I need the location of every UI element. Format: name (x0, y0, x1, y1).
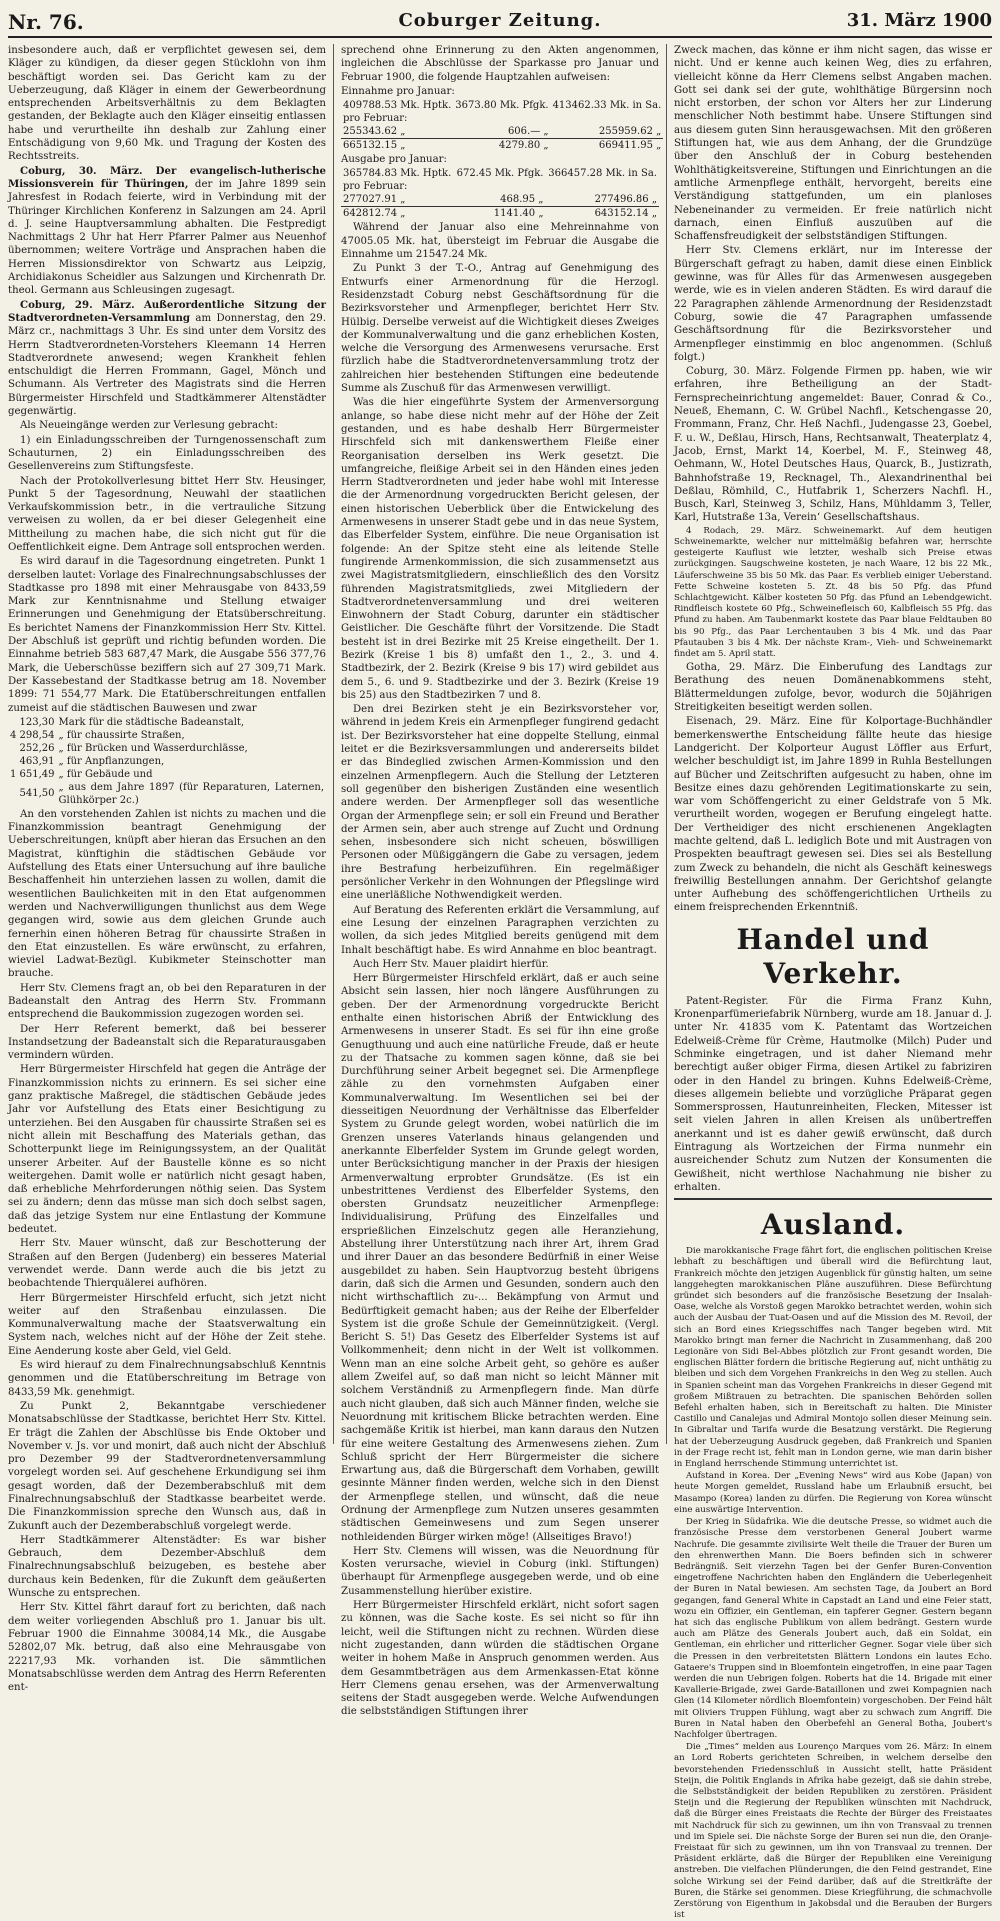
table-row (341, 207, 659, 221)
article-paragraph: Herr Stadtkämmerer Altenstädter: Es war bisher Gebrauch, dem Dezember-Abschluß dem Finalrechnungsabschluß beizugeben, es bestehe aber durchaus kein Bedenken, für die Zukunft dem geäußerten Wunsche zu entsprechen. (8, 1534, 326, 1600)
market-report: 4 Rodach, 29. März. Schweinemarkt. Auf dem heutigen Schweinemarkte, welcher nur mittelmäßig befahren war, herrschte gesteigerte Kauflust wie letzter, weshalb sich Preise etwas zurückgingen. Saugschweine kosteten, je nach Waare, 12 bis 22 Mk., Läuferschweine 35 bis 50 Mk. das Paar. Es verblieb einiger Ueberstand. Fette Schweine kosteten 5. Zt. 48 bis 50 Pfg. das Pfund Schlachtgewicht. Kälber kosteten 50 Pfg. das Pfund an Lebendgewicht. Rindfleisch kostete 60 Pfg., Schweinefleisch 60, Kalbfleisch 55 Pfg. das Pfund zu haben. Am Taubenmarkt kostete das Paar blaue Feldtauben 80 bis 90 Pfg., das Paar Lerchentauben 3 bis 4 Mk. und das Paar Pfautauben 3 bis 4 Mk. Der nächste Kram-, Vieh- und Schweinemarkt findet am 5. April statt. (674, 525, 992, 659)
article-paragraph: Herr Stv. Clemens erklärt, nur im Interesse der Bürgerschaft gefragt zu haben, damit diese einen Einblick gewinne, was für Alles für das Armenwesen ausgegeben werde, wie es in vielen anderen Städten. Es wird darauf die 22 Paragraphen zählende Armenordnung der Residenzstadt Coburg, sowie die 47 Paragraphen umfassende Geschäftsordnung für die Bezirksvorsteher und Armenpfleger einstimmig en bloc angenommen. (Schluß folgt.) (674, 245, 992, 363)
article-paragraph: Aufstand in Korea. Der „Evening News“ wird aus Kobe (Japan) von heute Morgen gemeldet, Russland habe um Erlaubniß ersucht, bei Masampo (Korea) landen zu dürfen. Die Regierung von Korea wünscht eine auswärtige Intervention. (674, 1471, 992, 1515)
budget-table (8, 716, 326, 807)
table-cell: 643152.14 „ (546, 207, 660, 221)
table-row (341, 167, 659, 180)
table-row (8, 768, 326, 781)
table-cell: 669411.95 „ (551, 139, 664, 153)
table-cell: 413462.33 Mk. in Sa. (552, 100, 662, 112)
table-cell: „ für Anpflanzungen, (58, 755, 165, 767)
article-text: am Donnerstag, den 29. März cr., nachmittags 3 Uhr. Es sind unter dem Vorsitz des Herrn Stadtverordneten-Vorstehers Kleemann 14 Herren Stadtverordnete anwesend; wegen Krankheit fehlen entschuldigt die Herren Frommann, Gagel, Mönch und Schumann. Als Vertreter des Magistrats sind die Herren Bürgermeister Hirschfeld und Stadtkämmerer Altenstädter gegenwärtig. (8, 312, 326, 418)
table-caption: Einnahme pro Januar: (341, 85, 455, 97)
masthead (8, 6, 992, 38)
article-paragraph: Der Krieg in Südafrika. Wie die deutsche Presse, so widmet auch die französische Presse dem verstorbenen General Joubert warme Nachrufe. Die gesammte zivilisirte Welt theile die Trauer der Buren um den ehrenwerthen Mann. Die Boers befinden sich in schwerer Bedrängniß. Seit vierzehn Tagen bei der Genfer Buren-Convention eingetroffene Nachrichten haben den Engländern die Ueberlegenheit der Buren in Natal bewiesen. Am sechsten Tage, da Joubert an Bord gegangen, fand General White in Capstadt an Land und eine Feier statt, wozu ein Offizier, ein Gentleman, ein tapferer Gegner. Gestern begann hat sich das englische Publikum von allem bedrängt. Gestern wurde auch am Plätze des Generals Joubert auch, daß ein Soldat, ein Gentleman, ein ehrlicher und ritterlicher Gegner. Sogar viele über sich die Pressen in den verbreitetsten Blättern Londons ein lautes Echo. Gataere's Truppen sind in Bloemfontein eingetroffen, in eine paar Tagen werden die nun Uebrigen folgen. Roberts hat die 14. Brigade mit einer Kavallerie-Brigade, zwei Garde-Bataillonen und zwei Kompagnien nach Glen (14 Kilometer nördlich Bloemfontein) vorgeschoben. Der Feind hält mit Oliviers Truppen Fühlung, wagt aber zu schwach zum Angriff. Die Buren in Natal haben den Oberbefehl an General Botha, Joubert's Nachfolger übertragen. (674, 1517, 992, 1740)
table-cell: „ aus dem Jahre 1897 (für Reparaturen, Laternen, Glühkörper 2c.) (58, 781, 324, 806)
article-paragraph: An den vorstehenden Zahlen ist nichts zu machen und die Finanzkommission beantragt Genehmigung der Ueberschreitungen, knüpft aber hieran das Ersuchen an den Magistrat, künftighin die städtischen Gebäude vor Aufstellung des Etats einer Untersuchung auf ihre bauliche Beschaffenheit hin unterziehen lassen zu wollen, damit die wesentlichen Baulichkeiten mit in den Etat aufgenommen werden und Nachverwilligungen thunlichst aus dem Wege gegangen wird, sowie aus dem gleichen Grunde auch fernerhin einen höheren Betrag für chaussirte Straßen in den Etat einzustellen. Es wäre erwünscht, zu erfahren, wieviel Ladwat-Bezügl. Kubikmeter Steinschotter man brauche. (8, 808, 326, 980)
table-cell: 277027.91 „ (343, 194, 406, 206)
table-cell: 1141.40 „ (454, 207, 545, 221)
issue-date: 31. März 1900 (846, 10, 992, 31)
article-paragraph: Zu Punkt 2, Bekanntgabe verschiedener Monatsabschlüsse der Stadtkasse, berichtet Herr Stv. Kittel. Er trägt die Zahlen der Abschlüsse bis Ende Oktober und November v. Js. vor und monirt, daß auch nicht der Abschluß pro Dezember 99 der Stadtverordnetenversammlung vorgelegt worden sei. Auf geschehene Erkundigung sei ihm gesagt worden, daß der Dezemberabschluß mit dem Finalrechnungsabschluß der Stadtkasse bearbeitet werde. Die Finanzkommission spreche den Wunsch aus, daß in Zukunft auch der Dezemberabschluß vorgelegt werde. (8, 1400, 326, 1532)
table-cell: 642812.74 „ (341, 207, 454, 221)
article-paragraph: Was die hier eingeführte System der Armenversorgung anlange, so habe diese nicht mehr auf der Höhe der Zeit gestanden, und es habe deshalb Herr Bürgermeister Hirschfeld sich mit dankenswerthem Fleiße einer Reorganisation derselben ins Werk gesetzt. Die umfangreiche, fleißige Arbeit sei in den Händen eines jeden Herrn Stadtverordneten und jeder habe wohl mit Interesse die der Armenordnung vorgedruckten Bericht gelesen, der einen historischen Ueberblick über die Entwickelung des Armenwesens in unserer Stadt gebe und in das neue System, das Elberfelder System, einführe. Die neue Organisation ist folgende: An der Spitze steht eine als leitende Stelle fungirende Armenkommission, die sich zusammensetzt aus zwei Magistratsmitgliedern, einschließlich des den Vorsitz führenden Magistratsmitglieds, zwei Mitgliedern der Stadtverordnetenversammlung und drei weiteren Einwohnern der Stadt Coburg, darunter ein städtischer Geistlicher. Die Geschäfte führt der Vorsitzende. Die Stadt besteht ist in drei Bezirke mit 25 Kreise eingetheilt. Der 1. Bezirk (Kreise 1 bis 8) umfaßt den 1., 2., 3. und 4. Stadtbezirk, der 2. Bezirk (Kreise 9 bis 17) wird gebildet aus dem 5., 6. und 9. Stadtbezirke und der 3. Bezirk (Kreise 19 bis 25) aus den Stadtbezirken 7 und 8. (341, 397, 659, 701)
article-paragraph: Herr Bürgermeister Hirschfeld erfucht, sich jetzt nicht weiter auf den Straßenbau einzulassen. Die Kommunalverwaltung mache der Staatsverwaltung ein System nach, welches nicht auf der Höhe der Zeit stehe. Eine Aenderung koste aber Geld, viel Geld. (8, 1292, 326, 1357)
article-paragraph: Die marokkanische Frage fährt fort, die englischen politischen Kreise lebhaft zu beschäftigen und überall wird die Befürchtung laut, Frankreich möchte den jetzigen Augenblick für günstig halten, um seine langgehegten marokkanischen Pläne auszuführen. Diese Befürchtung gründet sich besonders auf die französische Besetzung der Insalah-Oase, welche als Vorstoß gegen Marokko betrachtet werden, wohin sich auch der Ausbau der Tuat-Oasen und auf die Mission des M. Revoil, der sich an Bord eines Kriegsschiffes nach Tanger begeben wird. Mit Marokko bringt man ferner die Nachricht in Zusammenhang, daß 200 Legionäre von Sidi Bel-Abbes plötzlich zur Front gesandt worden, Die englischen Blätter fordern die britische Regierung auf, nicht unthätig zu bleiben und sich dem Vorgehen Frankreichs in den Weg zu stellen. Auch in Spanien scheint man das Vorgehen Frankreichs in dieser Gegend mit großem Mißtrauen zu betrachten. Die spanischen Behörden sollen Befehl erhalten haben, sich in Bereitschaft zu halten. Die Minister Castillo und Canalejas und Admiral Montojo sollen dieser Meinung sein. In Gibraltar und Tarifa wurde die Besatzung verstärkt. Die Regierung hat der Ueberzeugung Ausdruck gegeben, daß Frankreich und Spanien in der Frage recht ist, fehlt man in London gerne, wie man darin bisher in England herrschende Stimmung unterrichtet ist. (674, 1246, 992, 1470)
table-cell: 1 651,49 (10, 768, 55, 780)
dateline: Coburg, 30. März. (20, 164, 143, 177)
section-heading-trade: Handel und Verkehr. (736, 922, 930, 990)
table-cell: 409788.53 Mk. Hptk. (343, 100, 452, 112)
table-row (8, 729, 326, 742)
table-cell: 665132.15 „ (341, 139, 453, 153)
article-paragraph: Es wird hierauf zu dem Finalrechnungsabschluß Kenntnis genommen und die Etatüberschreitung im Betrage von 8433,59 Mk. genehmigt. (8, 1360, 326, 1398)
article-paragraph: Herr Bürgermeister Hirschfeld erklärt, nicht sofort sagen zu können, was die Sache koste. Es sei nicht so für ihn leicht, weil die Stiftungen nicht zu rechnen. Würden diese nicht zugestanden, dann würden die städtischen Organe weiter in hohem Maße in Anspruch genommen werden. Aus dem Gesammtbeträgen aus dem Armenkassen-Etat könne Herr Clemens genau ersehen, was der Armenverwaltung seitens der Stadt ausgegeben werde. Welche Aufwendungen die selbstständigen Stiftungen ihrer (341, 1600, 659, 1718)
table-cell: pro Februar: (343, 181, 408, 193)
article-paragraph (8, 299, 326, 419)
table-cell: 3673.80 Mk. Pfgk. (455, 100, 549, 112)
article-paragraph: Nach der Protokollverlesung bittet Herr Stv. Heusinger, Punkt 5 der Tagesordnung, Neuwahl der staatlichen Verkaufskommission betr., in die vertrauliche Sitzung verweisen zu wollen, da er bei dieser Gelegenheit eine Mittheilung zu machen habe, die sich nicht gut für die Oeffentlichkeit eigne. Dem Antrage soll entsprochen werden. (8, 475, 326, 553)
article-paragraph: Auf Beratung des Referenten erklärt die Versammlung, auf eine Lesung der einzelnen Paragraphen verzichten zu wollen, da sich jedes Mitglied bereits genügend mit dem Inhalt beschäftigt habe. Es wird Annahme en bloc beantragt. (341, 904, 659, 956)
table-cell: 366457.28 Mk. in Sa. (548, 168, 657, 180)
savings-income-table (341, 99, 663, 152)
article-paragraph: Herr Stv. Kittel fährt darauf fort zu berichten, daß nach dem weiter vorliegenden Abschluß pro 1. Januar bis ult. Februar 1900 die Einnahme 30084,14 Mk., die Ausgabe 52802,07 Mk. betrug, daß also eine Mehrausgabe von 22217,93 Mk. vorhanden ist. Die sämmtlichen Monatsabschlüsse werden dem Antrag des Herrn Referenten ent- (8, 1602, 326, 1694)
article-paragraph: Der Herr Referent bemerkt, daß bei besserer Instandsetzung der Badeanstalt sich die Reparaturausgaben vermindern würden. (8, 1023, 326, 1062)
dateline: Coburg, 29. März. (20, 298, 135, 311)
article-paragraph: Den drei Bezirken steht je ein Bezirksvorsteher vor, während in jedem Kreis ein Armenpfleger fungirend gedacht ist. Der Bezirksvorsteher hat eine doppelte Stellung, einmal leitet er die Bezirksversammlungen und andererseits bildet er das Bindeglied zwischen Armen-Kommission und den einzelnen Armenpflegern. Auch die Stellung der Letzteren soll gegenüber den bisherigen Zuständen eine wesentlich andere werden. Der Armenpfleger soll das wesentliche Organ der Armenpflege sein; er soll ein Freund und Berather der Armen sein, aber auch strenge auf Zucht und Ordnung sehen, insbesondere sich nicht scheuen, böswilligen Personen oder Müßiggängern die Gabe zu versagen, jedem ihre Bestrafung herbeizuführen. Ein regelmäßiger persönlicher Verkehr in den Wohnungen der Pflegslinge wird eine unerläßliche Nothwendigkeit werden. (341, 704, 659, 902)
table-cell: 672.45 Mk. Pfgk. (456, 168, 544, 180)
article-paragraph: Coburg, 30. März. Folgende Firmen pp. haben, wie wir erfahren, ihre Betheiligung an der Stadt-Fernsprecheinrichtung angemeldet: Bauer, Conrad & Co., Neueß, Ehemann, C. W. Grübel Nachfl., Ketschengasse 20, Frommann, Franz, Chr. Heß Nachfl., Judengasse 23, Goebel, F. u. W., Deßlau, Hirsch, Hans, Rechtsanwalt, Theaterplatz 4, Jacob, Ernst, Markt 14, Koerbel, M. F., Steinweg 48, Oehmann, W., Hotel Deutsches Haus, Quarck, B., Justizrath, Bahnhofstraße 19, Recknagel, Th., Alexandrinenthal bei Deßlau, Römhild, C., Hutfabrik 1, Scherzers Nachfl. H., Busch, Karl, Steinweg 3, Schilz, Hans, Mühldamm 3, Teller, Karl, Hutstraße 13a, Verein‘ Gesellschaftshaus. (674, 366, 992, 524)
table-row (341, 99, 663, 112)
article-paragraph: insbesondere auch, daß er verpflichtet gewesen sei, dem Kläger zu kündigen, da dieser gegen Stücklohn von ihm beschäftigt worden sei. Das Gericht kam zu der Ueberzeugung, daß Kläger in einem der Gewerbeordnung entsprechenden Arbeitsverhältnis zu dem Beklagten gestanden, der Beklagte auch den Kläger einseitig entlassen habe und verurtheilte ihn deshalb zur Zahlung einer Entschädigung von 9,60 Mk. und Tragung der Kosten des Rechtsstreits. (8, 45, 326, 163)
table-cell: 277496.86 „ (594, 194, 657, 206)
article-paragraph: Gotha, 29. März. Die Einberufung des Landtags zur Berathung des neuen Domänenabkommens steht, Blättermeldungen zufolge, bevor, wodurch die 50jährigen Streitigkeiten beseitigt werden sollen. (674, 662, 992, 714)
article-heading: Der evangelisch-lutherische Missionsverein für Thüringen, (8, 164, 326, 190)
article-paragraph: Herr Stv. Mauer wünscht, daß zur Beschotterung der Straßen auf den Bergen (Judenberg) ein besseres Material verwendet werde. Dann werde auch die bis jetzt zu beobachtende Thierquälerei aufhören. (8, 1238, 326, 1290)
article-heading: Außerordentliche Sitzung der Stadtverordneten-Versammlung (8, 298, 326, 324)
table-row (8, 781, 326, 807)
article-paragraph: Patent-Register. Für die Firma Franz Kuhn, Kronenparfümeriefabrik Nürnberg, wurde am 18. Januar d. J. unter Nr. 41835 vom K. Patentamt das Wortzeichen Edelweiß-Crème für Crème, Hautmolke (Milch) Puder und Schminke eingetragen, und ist daher Niemand mehr berechtigt außer obiger Firma, diesen Artikel zu fabriziren oder in den Handel zu bringen. Kuhns Edelweiß-Crème, dieses allgemein beliebte und vorzügliche Präparat gegen Sommersprossen, Hautunreinheiten, Flecken, Mitesser ist seit vielen Jahren in allen Kreisen als unübertreffen anerkannt und ist es daher gewiß erwünscht, daß durch Eintragung als Wortzeichen der Firma nunmehr ein ausreichender Schutz zum Nutzen der Konsumenten die Gewißheit, nicht werthlose Nachahmung nie bisher zu erhalten. (674, 995, 992, 1193)
table-cell: 123,30 (19, 716, 55, 728)
table-cell: 541,50 (19, 788, 55, 800)
article-paragraph: Eisenach, 29. März. Eine für Kolportage-Buchhändler bemerkenswerthe Entscheidung fällte heute das hiesige Landgericht. Der Kolporteur August Löffler aus Erfurt, welcher beschuldigt ist, im Jahre 1899 in Ruhla Bestellungen auf Bücher und Zeitschriften aufgesucht zu haben, ohne im Besitze eines dazu gehörenden Legitimationskarte zu sein, war vom Schöffengericht zu einer Geldstrafe von 5 Mk. verurtheilt worden, wogegen er Berufung eingelegt hatte. Der Vertheidiger des nicht erschienenen Angeklagten machte geltend, daß L. lediglich Bote und mit Austragen von Prospekten beauftragt gewesen sei. Dies sei als Bestellung zum Zweck zu behandeln, die nicht als Geschäft keineswegs freiwillig Bestellungen annahm. Der Gerichtshof gelangte unter Aufhebung des schöffengerichtlichen Urtheils zu einem freisprechenden Erkenntniß. (674, 716, 992, 914)
newspaper-title: Coburger Zeitung. (398, 10, 602, 31)
article-text: der im Jahre 1899 sein Jahresfest in Rodach feierte, wird in Verbindung mit der Thüringer Kirchlichen Konferenz in Salzungen am 24. April d. J. seine Hauptversammlung abhalten. Die Festpredigt Nachmittags 2 Uhr hat Herr Pfarrer Palmer aus Neuenhof übernommen; weitere Vorträge und Ansprachen haben die Herren Missionsdirektor von Schwartz aus Leipzig, Archidiakonus Scheidler aus Salzungen und Kirchenrath Dr. theol. Germann aus Schleusingen zugesagt. (8, 178, 326, 297)
article-paragraph (8, 165, 326, 298)
article-paragraph: sprechend ohne Erinnerung zu den Akten angenommen, ingleichen die Abschlüsse der Sparkasse pro Januar und Februar 1900, die folgende Hauptzahlen aufweisen: (341, 45, 659, 83)
article-paragraph: Herr Stv. Clemens will wissen, was die Neuordnung für Kosten verursache, wieviel in Coburg (inkl. Stiftungen) überhaupt für Armenpflege ausgegeben werde, und ob eine Zusammenstellung hierüber existire. (341, 1545, 659, 1597)
column-3 (674, 44, 992, 1921)
table-cell: 4279.80 „ (453, 139, 550, 153)
article-paragraph: Herr Stv. Clemens fragt an, ob bei den Reparaturen in der Badeanstalt den Antrag des Herrn Stv. Frommann entsprechend die Baukommission zugezogen worden sei. (8, 982, 326, 1021)
section-divider (674, 1198, 992, 1200)
table-cell: Mark für die städtische Badeanstalt, (58, 716, 245, 728)
article-paragraph: Zu Punkt 3 der T.-O., Antrag auf Genehmigung des Entwurfs einer Armenordnung für die Herzogl. Residenzstadt Coburg nebst Geschäftsordnung für die Bezirksvorsteher und Armenpfleger, berichtet Herr Stv. Hülbig. Derselbe verweist auf die Wichtigkeit dieses Zweiges der Kommunalverwaltung und die ganz erheblichen Kosten, welche die Versorgung des Armenwesens verursache. Erst fürzlich habe die Stadtverordnetenversammlung trotz der zahlreichen hier bestehenden Stiftungen eine bedeutende Summe als Zuschuß für das Armenwesen verwilligt. (341, 263, 659, 395)
table-cell: „ für Brücken und Wasserdurchlässe, (58, 742, 248, 754)
table-row (8, 755, 326, 768)
table-cell: 468.95 „ (500, 194, 544, 206)
table-row (341, 139, 663, 153)
table-cell: „ für chaussirte Straßen, (58, 729, 185, 741)
table-row (8, 742, 326, 755)
table-cell: 255959.62 „ (598, 126, 662, 138)
article-paragraph: Während der Januar also eine Mehreinnahme von 47005.05 Mk. hat, übersteigt im Februar die Ausgabe die Einnahme um 21547.24 Mk. (341, 222, 659, 261)
section-heading-abroad: Ausland. (760, 1208, 906, 1242)
article-paragraph: Auch Herr Stv. Mauer plaidirt hierfür. (353, 958, 549, 970)
table-cell: 4 298,54 (10, 729, 55, 741)
table-caption: Ausgabe pro Januar: (341, 154, 447, 166)
article-paragraph: Die „Times“ melden aus Lourenço Marques vom 26. März: In einem an Lord Roberts gerichteten Schreiben, in welchem derselbe den bevorstehenden Friedensschluß in Aussicht stellt, hatte Präsident Steijn, die Politik Englands in Afrika habe gezeigt, daß sie dahin strebe, die Selbstständigkeit der beiden Republiken zu zerstören. Präsident Steijn und die Regierung der Republiken wünschten mit Nachdruck, daß die Bürger eines Freistaats die Rechte der Bürger des Freistaates mit Nachdruck für sich zu gewinnen, um ihn von Transvaal zu trennen und im Spiele sei. Die nächste Sorge der Buren sei nun die, den Oranje-Freistaat für sich zu gewinnen, um ihn von Transvaal zu trennen. Der Präsident erklärte, daß die Bürger der Republiken eine Vereinigung anstreben. Die vielfachen Plünderungen, die den Feind gestrandet, Eine solche Wirkung sei der Feind darüber, daß auf die Streitkräfte der Buren, die Stärke sei genommen. Diese Kriegführung, die schmachvolle Zerstörung von Eigenthum in Jakobsdal und die Berauben der Burgers ist (674, 1742, 992, 1921)
table-cell: 255343.62 „ (343, 126, 406, 138)
table-row (341, 112, 663, 125)
column-1 (8, 44, 326, 1694)
table-row (341, 180, 659, 193)
table-cell: 606.— „ (507, 126, 549, 138)
table-row (8, 716, 326, 729)
column-divider (333, 44, 334, 1444)
article-paragraph: Als Neueingänge werden zur Verlesung gebracht: (20, 420, 278, 432)
table-cell: „ für Gebäude und (58, 768, 153, 780)
table-cell: pro Februar: (343, 113, 408, 125)
savings-expense-table (341, 167, 659, 220)
issue-number: Nr. 76. (8, 10, 84, 34)
column-2 (341, 44, 662, 1718)
article-paragraph: Es wird darauf in die Tagesordnung eingetreten. Punkt 1 derselben lautet: Vorlage des Finalrechnungsabschlusses der Stadtkasse pro 1898 mit einer Mehrausgabe von 8433,59 Mark zur Kenntnisnahme und Stellung etwaiger Erinnerungen und Genehmigung der Etatsüberschreitung. Es berichtet Namens der Finanzkommission Herr Stv. Kittel. Der Abschluß ist geprüft und richtig befunden worden. Die Einnahme betrieb 583 687,47 Mark, die Ausgabe 556 377,76 Mark, die Ueberschüsse beziffern sich auf 27 309,71 Mark. Der Kassebestand der Stadtkasse betrug am 18. November 1899: 71 554,77 Mark. Die Etatüberschreitungen entfallen zumeist auf die städtischen Bauwesen und zwar (8, 556, 326, 714)
article-paragraph: Zweck machen, das könne er ihm nicht sagen, das wisse er nicht. Und er kenne auch keinen Weg, dies zu erfahren, vielleicht könne da Herr Clemens selbst Angaben machen. Gott sei dank sei der gute, wohlthätige Bürgersinn noch nicht erstorben, der schon vor Alters her zur Linderung menschlicher Noth bestimmt habe. Unsere Stiftungen sind aus diesem guten Sinn herausgewachsen. Mit den größeren Stiftungen hat, wie aus dem Anhang, der die Grundzüge über den Anschluß der in Coburg bestehenden Wohlthätigkeitsvereine, Stiftungen und Einrichtungen an die amtliche Armenpflege enthält, hervorgeht, bereits eine Verständigung stattgefunden, um ein planloses Nebeneinander zu vermeiden. Er freie natürlich nicht darnach, einen Einfluß auszuüben auf die Schaffensfreudigkeit der selbstständigen Stiftungen. (674, 45, 992, 243)
article-paragraph: Herr Bürgermeister Hirschfeld erklärt, daß er auch seine Absicht sein lassen, hier noch längere Ausführungen zu geben. Der der Armenordnung vorgedruckte Bericht enthalte einen historischen Abriß der Entwicklung des Armenwesens in unserer Stadt. Es sei für ihn eine große Genugthuung und auch eine natürliche Freude, daß er heute zu der Thatsache zu kommen sagen könne, daß sie bei Durchführung seiner Arbeit begegnet sei. Die Armenpflege zähle zu den vornehmsten Aufgaben einer Kommunalverwaltung. Im Wesentlichen sei bei der diesseitigen Neuordnung der Verhältnisse das Elberfelder System zu Grunde gelegt worden, wobei natürlich die im Grenzen unseres Vaterlands hinaus gelangenden und anerkannte Elberfelder System im Grunde gelegt worden, unter Berücksichtigung mancher in der Praxis der hiesigen Armenverwaltung erprobter Grundsätze. (Es ist ein unbestrittenes Verdienst des Elberfelder Systems, den obersten Grundsatz neuzeitlicher Armenpflege: Individualisirung, Prüfung des Einzelfalles und ersprießlichen Einzelschutz gegen alle Heranziehung, Abstellung ihrer Unterstützung nach ihrer Art, ihrem Grad und ihrer Dauer an das besondere Bedürfniß in einer Weise ausgebildet zu haben. Sein Hauptvorzug besteht übrigens darin, daß sich die Armen und Gesunden, sondern auch den nicht wirthschaftlich zu-... Bekämpfung von Armut und Bedürftigkeit gemacht haben; aus der Reihe der Elberfelder System ist die große Schule der Gemeinnützigkeit. (Vergl. Bericht S. 5!) Das Gesetz des Elberfelder Systems ist auf Vollkommenheit; denn nicht in der Welt ist vollkommen. Wenn man an eine solche Arbeit geht, so gehöre es außer allem Zweifel auf, so daß man nicht so leicht Männer mit solchem Verständniß zu Armenpflegern finde. Man dürfe auch nicht glauben, daß sich auch Männer finden, welche sie Neuordnung mit kritischem Blicke betrachten werden. Eine sachgemäße Kritik ist hierbei, man kann daraus den Nutzen für eine weitere Gestaltung des Armenwesens ziehen. Zum Schluß spricht der Herr Bürgermeister die sichere Erwartung aus, daß die Bürgerschaft dem Vorhaben, gewillt gesinnte Männer finden werden, welche sich in den Dienst der Armenpflege stellen, und wünscht, daß die neue Ordnung der Armenpflege zum Nutzen unseres gesammten städtischen Gemeinwesens und zum Segen unserer nothleidenden Bürger wirken möge! (Allseitiges Bravo!) (341, 973, 659, 1543)
article-paragraph: Herr Bürgermeister Hirschfeld hat gegen die Anträge der Finanzkommission nichts zu erinnern. Es sei sicher eine ganz praktische Maßregel, die städtischen Gebäude jedes Jahr vor Aufstellung des Etats einer Besichtigung zu unterziehen. Bei den Ausgaben für chaussirte Straßen sei es nicht allein mit Beschaffung des Materials gethan, das Schotterpunkt liege im Reinigungssystem, an der Qualität unserer Arbeiter. Auf der Baustelle könne es so nicht weitergehen. Damit wolle er natürlich nicht gesagt haben, daß erhebliche Mehrforderungen nöthig seien. Das System sei zu ändern; denn das müsse man sich doch selbst sagen, daß das jetzige System nur eine Entlastung der Kommune bedeutet. (8, 1064, 326, 1236)
table-cell: 365784.83 Mk. Hptk. (343, 168, 452, 180)
table-row (341, 125, 663, 139)
table-cell: 463,91 (19, 755, 55, 767)
table-cell: 252,26 (19, 742, 55, 754)
column-divider (666, 44, 667, 1444)
table-row (341, 193, 659, 207)
article-paragraph: 1) ein Einladungsschreiben der Turngenossenschaft zum Schauturnen, 2) ein Einladungsschreiben des Gesellenvereins zum Stiftungsfeste. (8, 434, 326, 473)
